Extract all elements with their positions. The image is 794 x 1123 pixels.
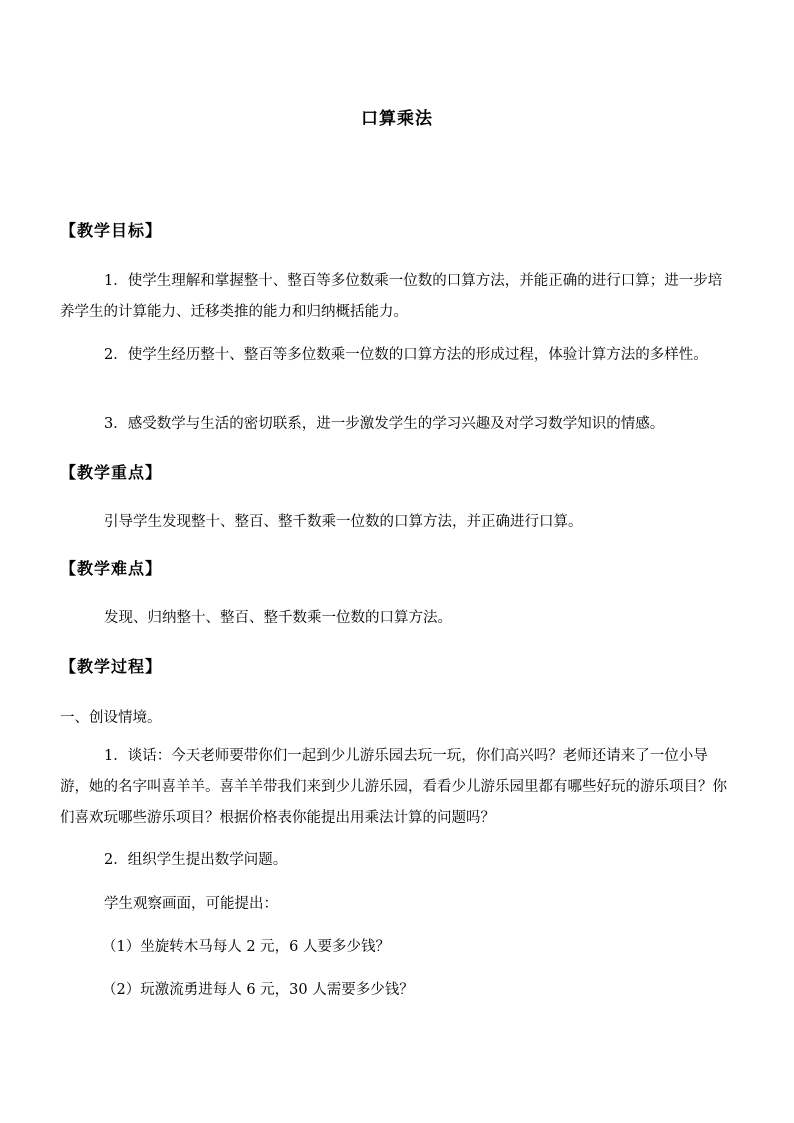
heading-teaching-difficulties: 【教学难点】 [60,559,163,578]
key-points-paragraph: 引导学生发现整十、整百、整千数乘一位数的口算方法，并正确进行口算。 [104,514,583,530]
difficulties-paragraph: 发现、归纳整十、整百、整千数乘一位数的口算方法。 [104,610,452,626]
page-title: 口算乘法 [361,109,433,129]
goal-2-paragraph: 2．使学生经历整十、整百等多位数乘一位数的口算方法的形成过程，体验计算方法的多样性。 [104,347,708,363]
observe-paragraph: 学生观察画面，可能提出： [104,896,278,912]
step-1-paragraph: 1．谈话：今天老师要带你们一起到少儿游乐园去玩一玩，你们高兴吗？老师还请来了一位小导游，她的名字叫喜羊羊。喜羊羊带我们来到少儿游乐园，看看少儿游乐园里都有哪些好玩的游乐项目？你们喜欢玩哪些游乐项目？根据价格表你能提出用乘法计算的问题吗？ [60,748,727,826]
question-1: （1）坐旋转木马每人 2 元，6 人要多少钱？ [102,939,391,955]
question-2: （2）玩激流勇进每人 6 元，30 人需要多少钱？ [102,982,414,998]
heading-teaching-process: 【教学过程】 [60,657,163,676]
goal-3-paragraph: 3．感受数学与生活的密切联系，进一步激发学生的学习兴趣及对学习数学知识的情感。 [104,416,665,432]
section-create-scenario: 一、创设情境。 [60,710,162,726]
heading-teaching-goals: 【教学目标】 [60,221,163,240]
goal-1-paragraph: 1．使学生理解和掌握整十、整百等多位数乘一位数的口算方法，并能正确的进行口算；进一步培养学生的计算能力、迁移类推的能力和归纳概括能力。 [60,273,723,320]
heading-teaching-key-points: 【教学重点】 [60,463,163,482]
step-2-paragraph: 2．组织学生提出数学问题。 [104,852,288,868]
